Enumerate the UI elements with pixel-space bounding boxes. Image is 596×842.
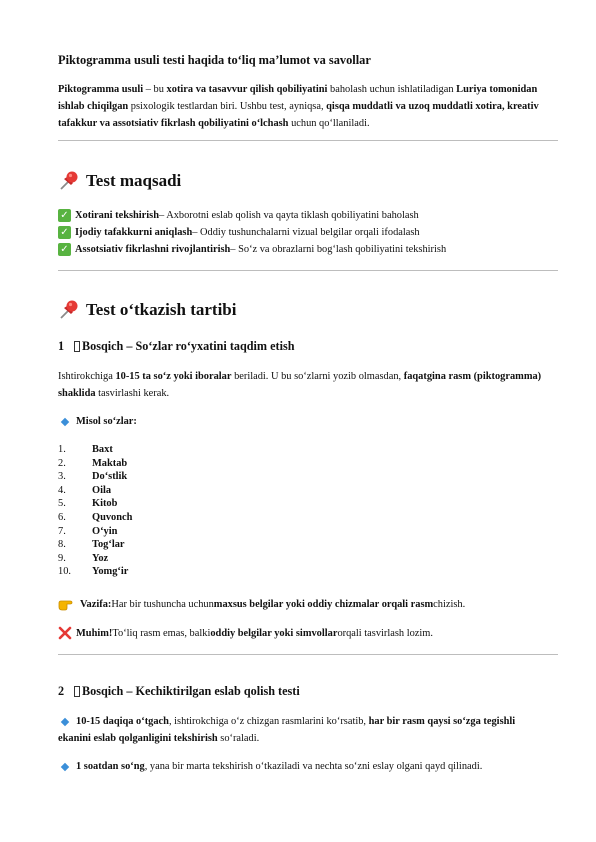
diamond-bullet-icon	[61, 417, 69, 425]
list-word: Do‘stlik	[92, 471, 128, 483]
goal-item-text: – Oddiy tushunchalarni vizual belgilar orqali ifodalash	[192, 227, 420, 238]
intro-text: baholash uchun ishlatiladigan	[327, 84, 457, 95]
list-word: Yomg‘ir	[92, 566, 129, 578]
missing-glyph-box	[74, 341, 80, 352]
list-item	[58, 497, 132, 511]
goal-item	[58, 226, 420, 239]
list-item	[58, 470, 132, 484]
intro-bold-phrase: xotira va tasavvur qilish qobiliyatini	[166, 84, 328, 95]
intro-bold-phrase: qisqa muddatli va uzoq muddatli xotira, kreativ tafakkur va assotsiativ fikrlash qobiliyatini o‘lchash	[58, 101, 539, 129]
task-label: Vazifa:	[80, 598, 112, 610]
step-2-heading	[58, 684, 300, 699]
important-text: To‘liq rasm emas, balki	[112, 627, 211, 639]
list-word: Tog‘lar	[92, 539, 125, 551]
goal-item-bold: Assotsiativ fikrlashni rivojlantirish	[75, 244, 231, 255]
divider	[58, 270, 558, 271]
important-text: orqali tasvirlash lozim.	[337, 627, 433, 639]
important-label: Muhim!	[76, 627, 113, 639]
list-word: Maktab	[92, 457, 128, 469]
list-number: 3.	[58, 471, 66, 483]
step-text: Ishtirokchiga	[58, 371, 116, 382]
pushpin-icon	[58, 171, 80, 191]
goal-item-text: – So‘z va obrazlarni bog‘lash qobiliyatini tekshirish	[230, 244, 447, 255]
list-word: O‘yin	[92, 525, 118, 537]
bullet-text: , yana bir marta tekshirish o‘tkaziladi va nechta so‘zni eslay olgani qayd qilinadi.	[144, 761, 483, 772]
list-number: 1.	[58, 444, 66, 455]
list-number: 7.	[58, 525, 66, 537]
goal-item-text: – Axborotni eslab qolish va qayta tiklash qobiliyatini baholash	[159, 210, 419, 221]
bullet-bold: 1 soatdan so‘ng	[76, 761, 145, 772]
pushpin-icon	[58, 300, 80, 320]
step-number: 1	[58, 339, 65, 353]
missing-glyph-box	[74, 686, 80, 697]
list-word: Kitob	[92, 498, 118, 510]
list-number: 9.	[58, 552, 66, 564]
section-heading-text: Test maqsadi	[86, 171, 182, 190]
list-item	[58, 484, 132, 498]
intro-text: psixologik testlardan biri. Ushbu test, ayniqsa,	[128, 101, 327, 112]
list-item	[58, 443, 132, 457]
list-item	[58, 511, 132, 525]
page-title: Piktogramma usuli testi haqida to‘liq ma’lumot va savollar	[58, 53, 371, 67]
section-heading-procedure	[58, 300, 237, 320]
list-number: 4.	[58, 484, 66, 496]
example-label	[62, 416, 137, 427]
task-bold: maxsus belgilar yoki oddiy chizmalar orqali rasm	[213, 598, 434, 610]
goal-item	[58, 209, 419, 222]
step-number: 2	[58, 684, 65, 698]
step-2-bullet	[58, 758, 548, 775]
list-word: Quvonch	[92, 511, 133, 523]
step-1-paragraph	[58, 368, 548, 402]
step-text: beriladi. U bu so‘zlarni yozib olmasdan,	[231, 371, 404, 382]
list-number: 5.	[58, 498, 66, 510]
list-item	[58, 525, 132, 539]
intro-text: uchun qo‘llaniladi.	[288, 118, 370, 129]
diamond-bullet-icon	[61, 717, 69, 725]
step-2-bullet	[58, 713, 548, 747]
list-number: 8.	[58, 539, 66, 551]
pointing-hand-icon	[58, 597, 76, 611]
list-number: 6.	[58, 511, 66, 523]
intro-paragraph	[58, 81, 548, 132]
step-bold: faqatgina rasm (piktogramma) shaklida	[58, 371, 542, 399]
step-1-heading	[58, 339, 295, 354]
intro-text: – bu	[143, 84, 167, 95]
task-note	[58, 597, 465, 611]
section-heading-goal	[58, 171, 181, 191]
important-bold: oddiy belgilar yoki simvollar	[210, 627, 338, 639]
example-label-text: Misol so‘zlar:	[76, 416, 137, 427]
check-mark-icon: ✓	[58, 226, 71, 239]
word-list	[58, 443, 132, 579]
goal-item-bold: Xotirani tekshirish	[75, 210, 159, 221]
list-number: 10.	[58, 566, 71, 578]
bullet-bold: 10-15 daqiqa o‘tgach	[76, 716, 169, 727]
task-text: chizish.	[433, 598, 466, 610]
intro-bold-phrase: Luriya tomonidan ishlab chiqilgan	[58, 84, 538, 112]
bullet-bold: har bir rasm qaysi so‘zga tegishli ekanini eslab qolganligini tekshirish	[58, 716, 516, 744]
goal-item	[58, 243, 446, 256]
important-note	[58, 626, 433, 640]
step-title: Bosqich – So‘zlar ro‘yxatini taqdim etish	[82, 339, 295, 353]
check-mark-icon: ✓	[58, 209, 71, 222]
divider	[58, 140, 558, 141]
task-text: Har bir tushuncha uchun	[111, 598, 214, 610]
bullet-text: , ishtirokchiga o‘z chizgan rasmlarini ko‘rsatib,	[168, 716, 369, 727]
list-item	[58, 552, 132, 566]
divider	[58, 654, 558, 655]
step-bold: 10-15 ta so‘z yoki iboralar	[115, 371, 232, 382]
list-item	[58, 457, 132, 471]
list-word: Baxt	[92, 444, 113, 455]
section-heading-text: Test o‘tkazish tartibi	[86, 300, 237, 319]
list-word: Oila	[92, 484, 112, 496]
check-mark-icon: ✓	[58, 243, 71, 256]
step-text: tasvirlashi kerak.	[95, 388, 170, 399]
list-word: Yoz	[92, 552, 109, 564]
list-item	[58, 538, 132, 552]
goal-item-bold: Ijodiy tafakkurni aniqlash	[75, 227, 193, 238]
intro-bold-term: Piktogramma usuli	[58, 84, 144, 95]
step-title: Bosqich – Kechiktirilgan eslab qolish testi	[82, 684, 300, 698]
list-number: 2.	[58, 457, 66, 469]
cross-mark-icon	[58, 626, 72, 640]
diamond-bullet-icon	[61, 762, 69, 770]
list-item	[58, 565, 132, 579]
bullet-text: so‘raladi.	[217, 733, 260, 744]
